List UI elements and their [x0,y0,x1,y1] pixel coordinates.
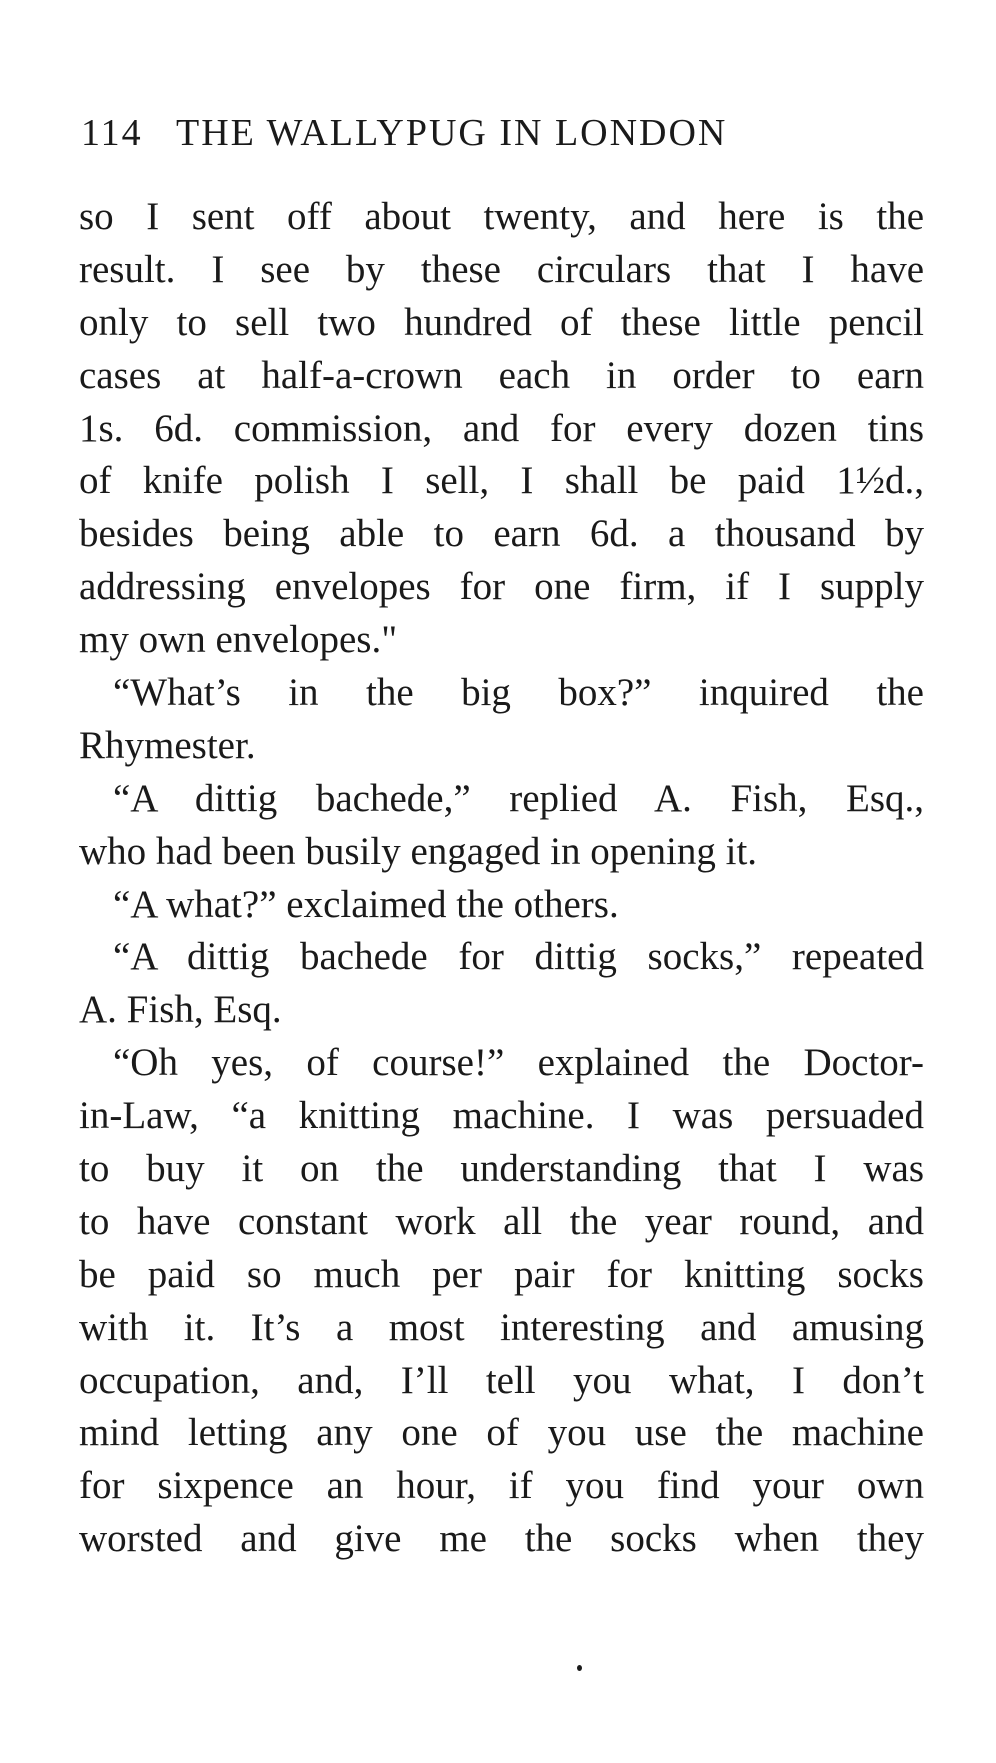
text-line: my own envelopes." [79,618,398,662]
text-line: cases at half-a-crown each in order to earn [79,353,924,397]
text-line: to buy it on the understanding that I was [79,1147,924,1191]
text-line: 1s. 6d. commission, and for every dozen tins [79,406,924,450]
text-line: of knife polish I sell, I shall be paid 1½d., [79,459,924,503]
text-line: so I sent off about twenty, and here is the [79,195,924,238]
text-line: mind letting any one of you use the machine [79,1411,924,1455]
text-line: with it. It’s a most interesting and amusing [79,1305,924,1349]
text-line: be paid so much per pair for knitting socks [79,1252,924,1296]
page-number: 114 [81,112,143,154]
text-line: only to sell two hundred of these little pencil [79,300,924,344]
running-head [81,108,841,158]
running-title: THE WALLYPUG IN LONDON [176,112,728,154]
text-line: “A dittig bachede for dittig socks,” repeated [113,935,924,979]
text-line: “What’s in the big box?” inquired the [113,671,924,715]
text-line: in-Law, “a knitting machine. I was persuaded [79,1094,924,1138]
text-line: to have constant work all the year round, and [79,1199,924,1243]
text-line: addressing envelopes for one firm, if I supply [79,565,924,609]
text-line: for sixpence an hour, if you find your own [79,1464,924,1508]
body-text [79,191,924,1566]
text-line: “A what?” exclaimed the others. [113,882,619,926]
text-line: “Oh yes, of course!” explained the Doctor- [113,1041,924,1085]
text-line: who had been busily engaged in opening it. [79,829,758,873]
text-line: occupation, and, I’ll tell you what, I don’t [79,1358,924,1402]
text-line: worsted and give me the socks when they [79,1517,924,1561]
text-line: result. I see by these circulars that I have [79,247,924,291]
ink-speck [577,1665,582,1671]
text-line: besides being able to earn 6d. a thousand by [79,512,924,556]
text-line: Rhymester. [79,723,256,767]
text-line: “A dittig bachede,” replied A. Fish, Esq., [113,776,924,820]
text-line: A. Fish, Esq. [79,988,282,1032]
